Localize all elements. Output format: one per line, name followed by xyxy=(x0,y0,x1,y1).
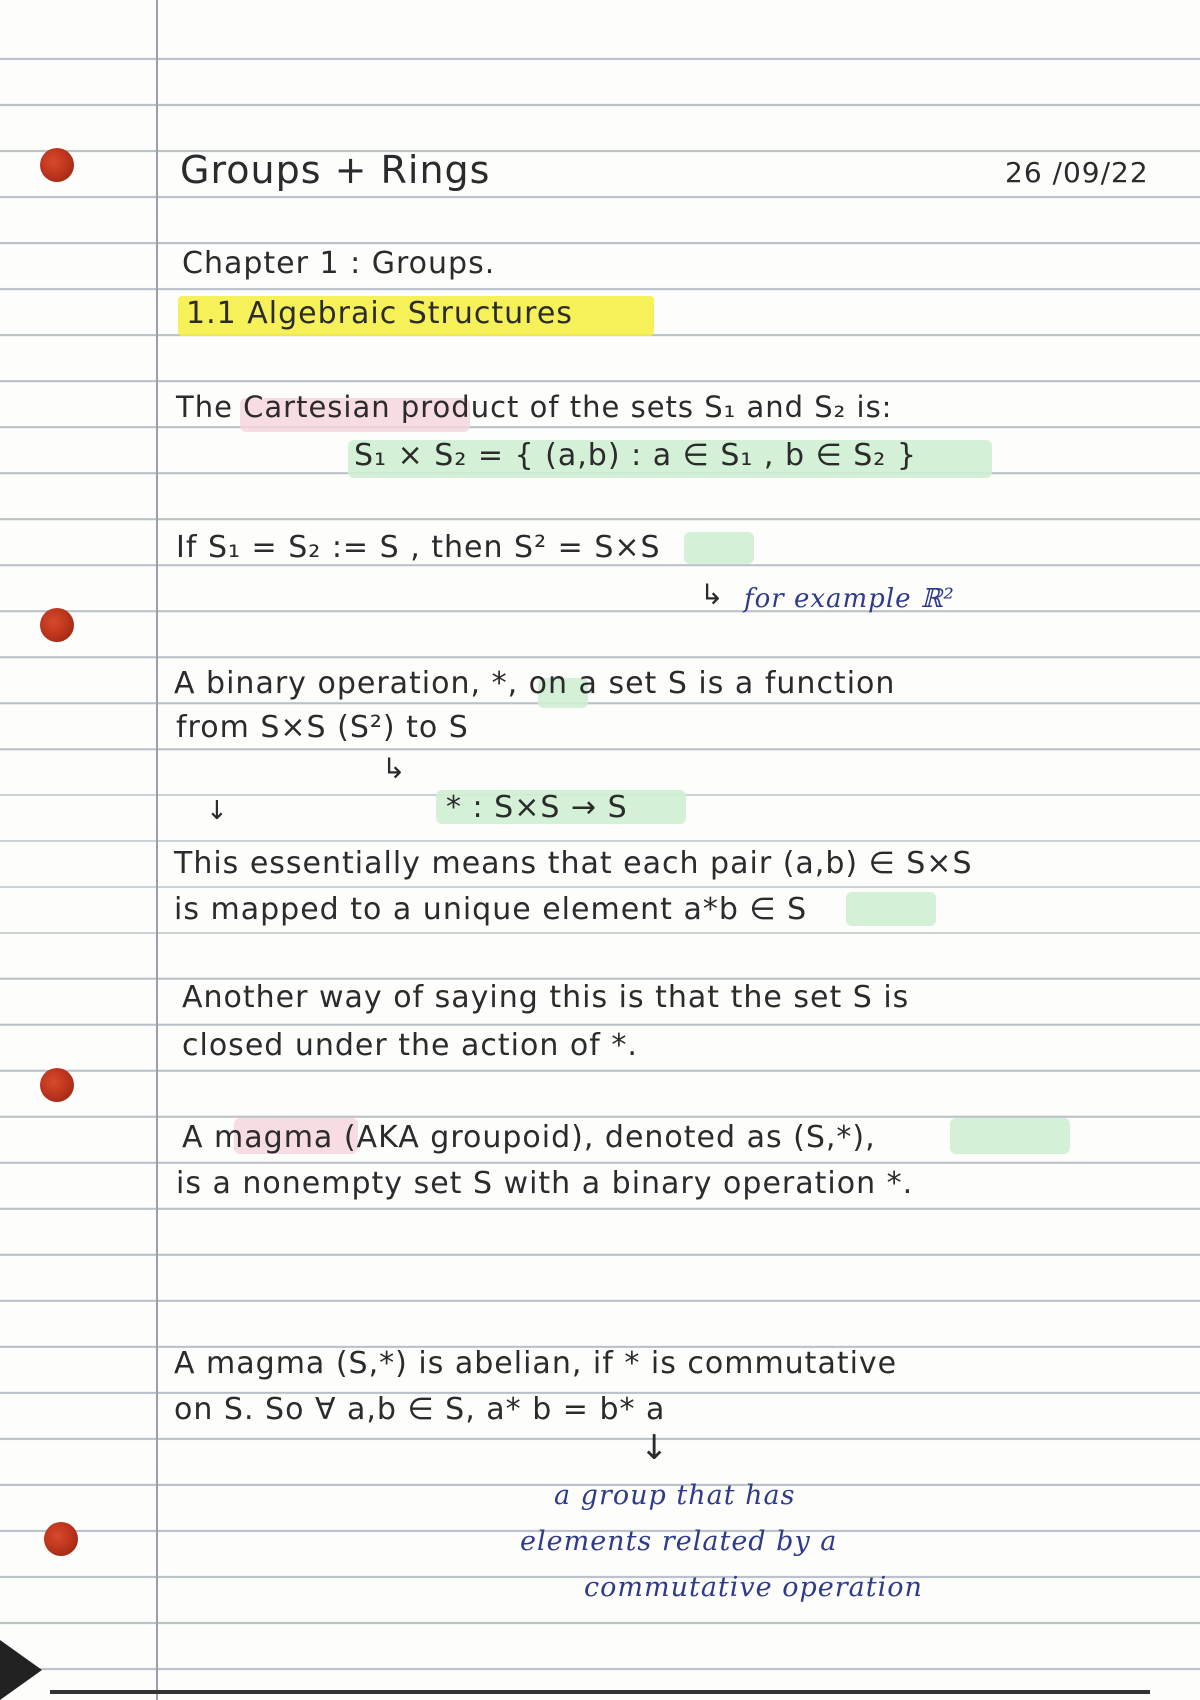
margin-line xyxy=(156,0,158,1700)
cartesian-intro: The Cartesian product of the sets S₁ and S₂ is: xyxy=(176,390,893,424)
abelian-note-line3: commutative operation xyxy=(584,1572,923,1603)
page-date: 26 /09/22 xyxy=(1005,156,1149,189)
section-title: 1.1 Algebraic Structures xyxy=(186,296,573,331)
meaning-line1: This essentially means that each pair (a,b) ∈ S×S xyxy=(174,846,973,881)
abelian-line1: A magma (S,*) is abelian, if * is commutative xyxy=(174,1346,898,1381)
cartesian-formula: S₁ × S₂ = { (a,b) : a ∈ S₁ , b ∈ S₂ } xyxy=(354,438,917,473)
square-statement: If S₁ = S₂ := S , then S² = S×S xyxy=(176,530,661,565)
down-arrow-icon: ↓ xyxy=(640,1428,669,1468)
page-title: Groups + Rings xyxy=(180,148,491,192)
example-note: for example ℝ² xyxy=(744,584,955,614)
formula-highlight xyxy=(684,532,754,564)
magma-line1: A magma (AKA groupoid), denoted as (S,*), xyxy=(182,1120,876,1155)
hook-arrow-icon: ↳ xyxy=(700,578,724,611)
magma-line2: is a nonempty set S with a binary operation *. xyxy=(176,1166,914,1201)
abelian-note-line1: a group that has xyxy=(554,1480,796,1511)
binary-op-line1: A binary operation, *, on a set S is a function xyxy=(174,666,896,701)
chapter-title: Chapter 1 : Groups. xyxy=(182,246,496,281)
punch-hole xyxy=(44,1522,78,1556)
hook-arrow-icon: ↳ xyxy=(382,752,406,785)
page-corner xyxy=(0,1640,42,1700)
formula-highlight xyxy=(950,1118,1070,1154)
abelian-line2: on S. So ∀ a,b ∈ S, a* b = b* a xyxy=(174,1392,666,1427)
meaning-line2: is mapped to a unique element a*b ∈ S xyxy=(174,892,808,927)
binary-op-line2: from S×S (S²) to S xyxy=(176,710,469,745)
punch-hole xyxy=(40,608,74,642)
closure-line2: closed under the action of *. xyxy=(182,1028,638,1063)
abelian-note-line2: elements related by a xyxy=(520,1526,838,1557)
page-bottom-edge xyxy=(50,1690,1150,1694)
formula-highlight xyxy=(846,892,936,926)
binary-op-mapping: * : S×S → S xyxy=(446,790,628,825)
punch-hole xyxy=(40,1068,74,1102)
closure-line1: Another way of saying this is that the set S is xyxy=(182,980,910,1015)
down-arrow-icon: ↓ xyxy=(206,796,228,826)
punch-hole xyxy=(40,148,74,182)
